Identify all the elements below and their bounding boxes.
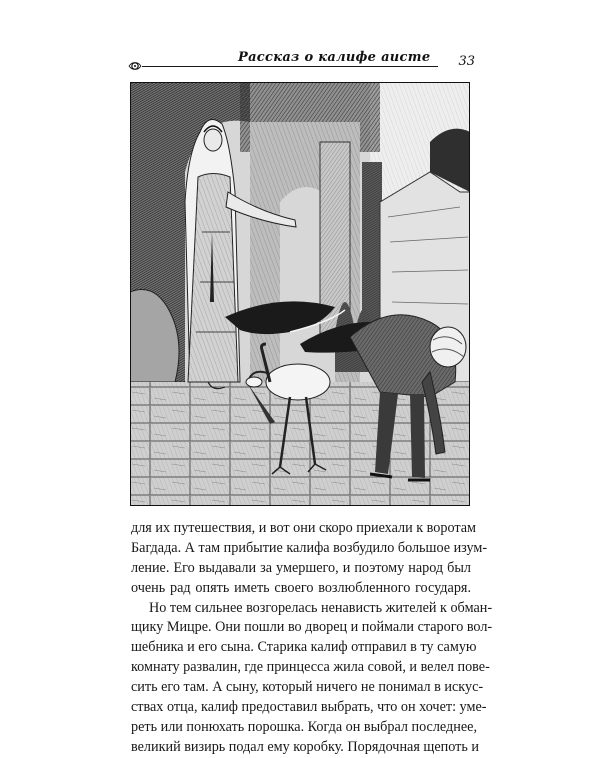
fleuron-icon bbox=[128, 59, 142, 73]
running-header bbox=[128, 48, 475, 76]
text-line: сить его там. А сыну, который ничего не понимал в искус- bbox=[131, 679, 484, 696]
text-line: щику Мицре. Они пошли во дворец и поймали старого вол- bbox=[131, 619, 493, 636]
text-line: очень рад опять иметь своего возлюбленного государя. bbox=[131, 579, 471, 596]
running-title: Рассказ о калифе аисте bbox=[238, 50, 431, 65]
text-line: реть или понюхать порошка. Когда он выбрал последнее, bbox=[131, 718, 477, 735]
text-line: Но тем сильнее возгорелась ненависть жителей к обман- bbox=[149, 599, 493, 616]
engraving-icon bbox=[130, 82, 470, 506]
page-number: 33 bbox=[458, 54, 475, 69]
text-line: шебника и его сына. Старика калиф отправил в ту самую bbox=[131, 639, 477, 656]
body-text bbox=[131, 519, 493, 758]
text-line: ление. Его выдавали за умершего, и поэтому народ был bbox=[131, 559, 471, 576]
engraving-illustration bbox=[130, 82, 470, 506]
text-line: великий визирь подал ему коробку. Порядочная щепоть и bbox=[131, 738, 479, 755]
text-line: для их путешествия, и вот они скоро приехали к воротам bbox=[131, 520, 477, 536]
text-line: комнату развалин, где принцесса жила совой, и велел пове- bbox=[131, 659, 490, 676]
header-rule bbox=[142, 66, 438, 67]
text-line: ствах отца, калиф предоставил выбрать, что он хочет: уме- bbox=[131, 699, 487, 716]
text-line: Багдада. А там прибытие калифа возбудило большое изум- bbox=[131, 539, 488, 556]
